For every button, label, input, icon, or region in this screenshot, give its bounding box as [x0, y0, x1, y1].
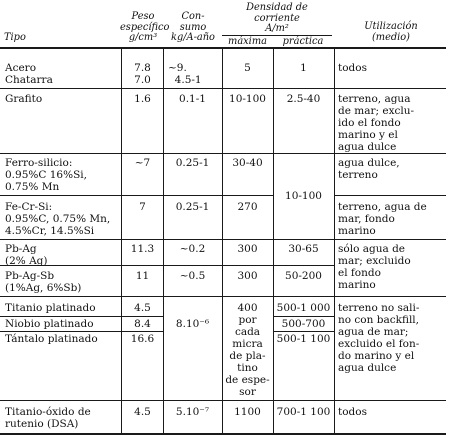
- cell-ferro-peso: ~7: [134, 157, 151, 169]
- ferro-util-bottom-rule: [334, 195, 446, 196]
- header-consumo: Con- sumo kg/A-año: [171, 11, 215, 43]
- header-maxima: máxima: [228, 36, 267, 47]
- cell-acero-consumo: ~9. 4.5-1: [168, 62, 202, 86]
- cell-grafito-maxima: 10-100: [229, 93, 266, 105]
- cell-titanio-practica: 500-1 000: [276, 302, 331, 314]
- cell-dsa-tipo: Titanio-óxido de rutenio (DSA): [5, 406, 91, 430]
- cell-acero-tipo: Acero Chatarra: [5, 62, 53, 86]
- cell-platinados-maxima: 400 por cada micra de pla- tino de espe- sor: [225, 302, 270, 398]
- cell-acero-maxima: 5: [244, 62, 251, 74]
- cell-ferro-fecrsi-practica: 10-100: [285, 190, 322, 202]
- cell-dsa-maxima: 1100: [234, 406, 261, 418]
- fecrsi-bottom-rule: [0, 239, 446, 240]
- cell-tantalo-peso: 16.6: [130, 333, 155, 345]
- header-practica: práctica: [282, 36, 324, 47]
- grafito-bottom-rule: [0, 153, 446, 154]
- cell-titanio-peso: 4.5: [134, 302, 151, 314]
- col-rule-maxima: [273, 49, 274, 433]
- header-densidad: Densidad de corriente A/m²: [246, 2, 308, 34]
- cell-platinados-consumo: 8.10⁻⁶: [175, 318, 210, 330]
- cell-pbag-peso: 11.3: [130, 243, 155, 255]
- niobio-practica-bottom-rule: [273, 331, 334, 332]
- acero-bottom-rule: [0, 88, 446, 89]
- cell-titanio-tipo: Titanio platinado: [5, 302, 96, 314]
- titanio-practica-bottom-rule: [273, 316, 334, 317]
- cell-ferro-utilizacion: agua dulce, terreno: [338, 157, 400, 181]
- cell-pbag-consumo: ~0.2: [179, 243, 206, 255]
- cell-niobio-practica: 500-700: [281, 318, 326, 330]
- cell-acero-utilizacion: todos: [338, 62, 367, 74]
- header-tipo: Tipo: [4, 32, 26, 43]
- cell-pbag-maxima: 300: [237, 243, 258, 255]
- col-rule-peso: [163, 49, 164, 433]
- ferro-bottom-rule: [0, 195, 273, 196]
- cell-ferro-consumo: 0.25-1: [175, 157, 210, 169]
- cell-fecrsi-maxima: 270: [237, 201, 258, 213]
- cell-tantalo-practica: 500-1 100: [276, 333, 331, 345]
- cell-pbagsb-maxima: 300: [237, 270, 258, 282]
- cell-niobio-tipo: Niobio platinado: [5, 318, 94, 330]
- pbag-bottom-rule: [0, 265, 334, 266]
- cell-fecrsi-consumo: 0.25-1: [175, 201, 210, 213]
- cell-pbagsb-practica: 50-200: [285, 270, 322, 282]
- header-peso: Peso específico g/cm³: [120, 11, 170, 43]
- col-rule-tipo: [121, 49, 122, 433]
- cell-acero-peso: 7.8 7.0: [134, 62, 151, 86]
- cell-niobio-peso: 8.4: [134, 318, 151, 330]
- cell-dsa-peso: 4.5: [134, 406, 151, 418]
- cell-pbagsb-tipo: Pb-Ag-Sb (1%Ag, 6%Sb): [5, 270, 82, 294]
- pbagsb-bottom-rule: [0, 296, 446, 297]
- cell-pbag-tipo: Pb-Ag (2% Ag): [5, 243, 48, 267]
- cell-ferro-maxima: 30-40: [232, 157, 263, 169]
- cell-pbagsb-consumo: ~0.5: [179, 270, 206, 282]
- cell-ferro-tipo: Ferro-silicio: 0.95%C 16%Si, 0.75% Mn: [5, 157, 87, 193]
- cell-tantalo-tipo: Tántalo platinado: [5, 333, 98, 345]
- cell-grafito-peso: 1.6: [134, 93, 151, 105]
- header-utilizacion: Utilización (medio): [364, 21, 418, 43]
- cell-pbag-practica: 30-65: [288, 243, 319, 255]
- cell-grafito-utilizacion: terreno, agua de mar; exclu- ido el fondo marino y el agua dulce: [338, 93, 415, 153]
- col-rule-practica: [334, 49, 335, 433]
- cell-fecrsi-utilizacion: terreno, agua de mar, fondo marino: [338, 201, 427, 237]
- cell-grafito-practica: 2.5-40: [286, 93, 321, 105]
- cell-dsa-consumo: 5.10⁻⁷: [175, 406, 210, 418]
- cell-grafito-tipo: Grafito: [5, 93, 43, 105]
- cell-pb-utilizacion: sólo agua de mar; excluido el fondo marino: [338, 243, 411, 291]
- niobio-bottom-rule: [0, 331, 163, 332]
- cell-pbagsb-peso: 11: [135, 270, 150, 282]
- cell-fecrsi-tipo: Fe-Cr-Si: 0.95%C, 0.75% Mn, 4.5%Cr, 14.5%Si: [5, 201, 111, 237]
- cell-fecrsi-peso: 7: [139, 201, 146, 213]
- cell-dsa-utilizacion: todos: [338, 406, 367, 418]
- cell-acero-practica: 1: [300, 62, 307, 74]
- titanio-bottom-rule: [0, 316, 163, 317]
- platinados-bottom-rule: [0, 400, 446, 401]
- cell-dsa-practica: 700-1 100: [276, 406, 331, 418]
- cell-grafito-consumo: 0.1-1: [179, 93, 206, 105]
- cell-platinados-utilizacion: terreno no sali- no con backfill, agua de mar; excluido el fon- do marino y el agua dulce: [338, 302, 420, 374]
